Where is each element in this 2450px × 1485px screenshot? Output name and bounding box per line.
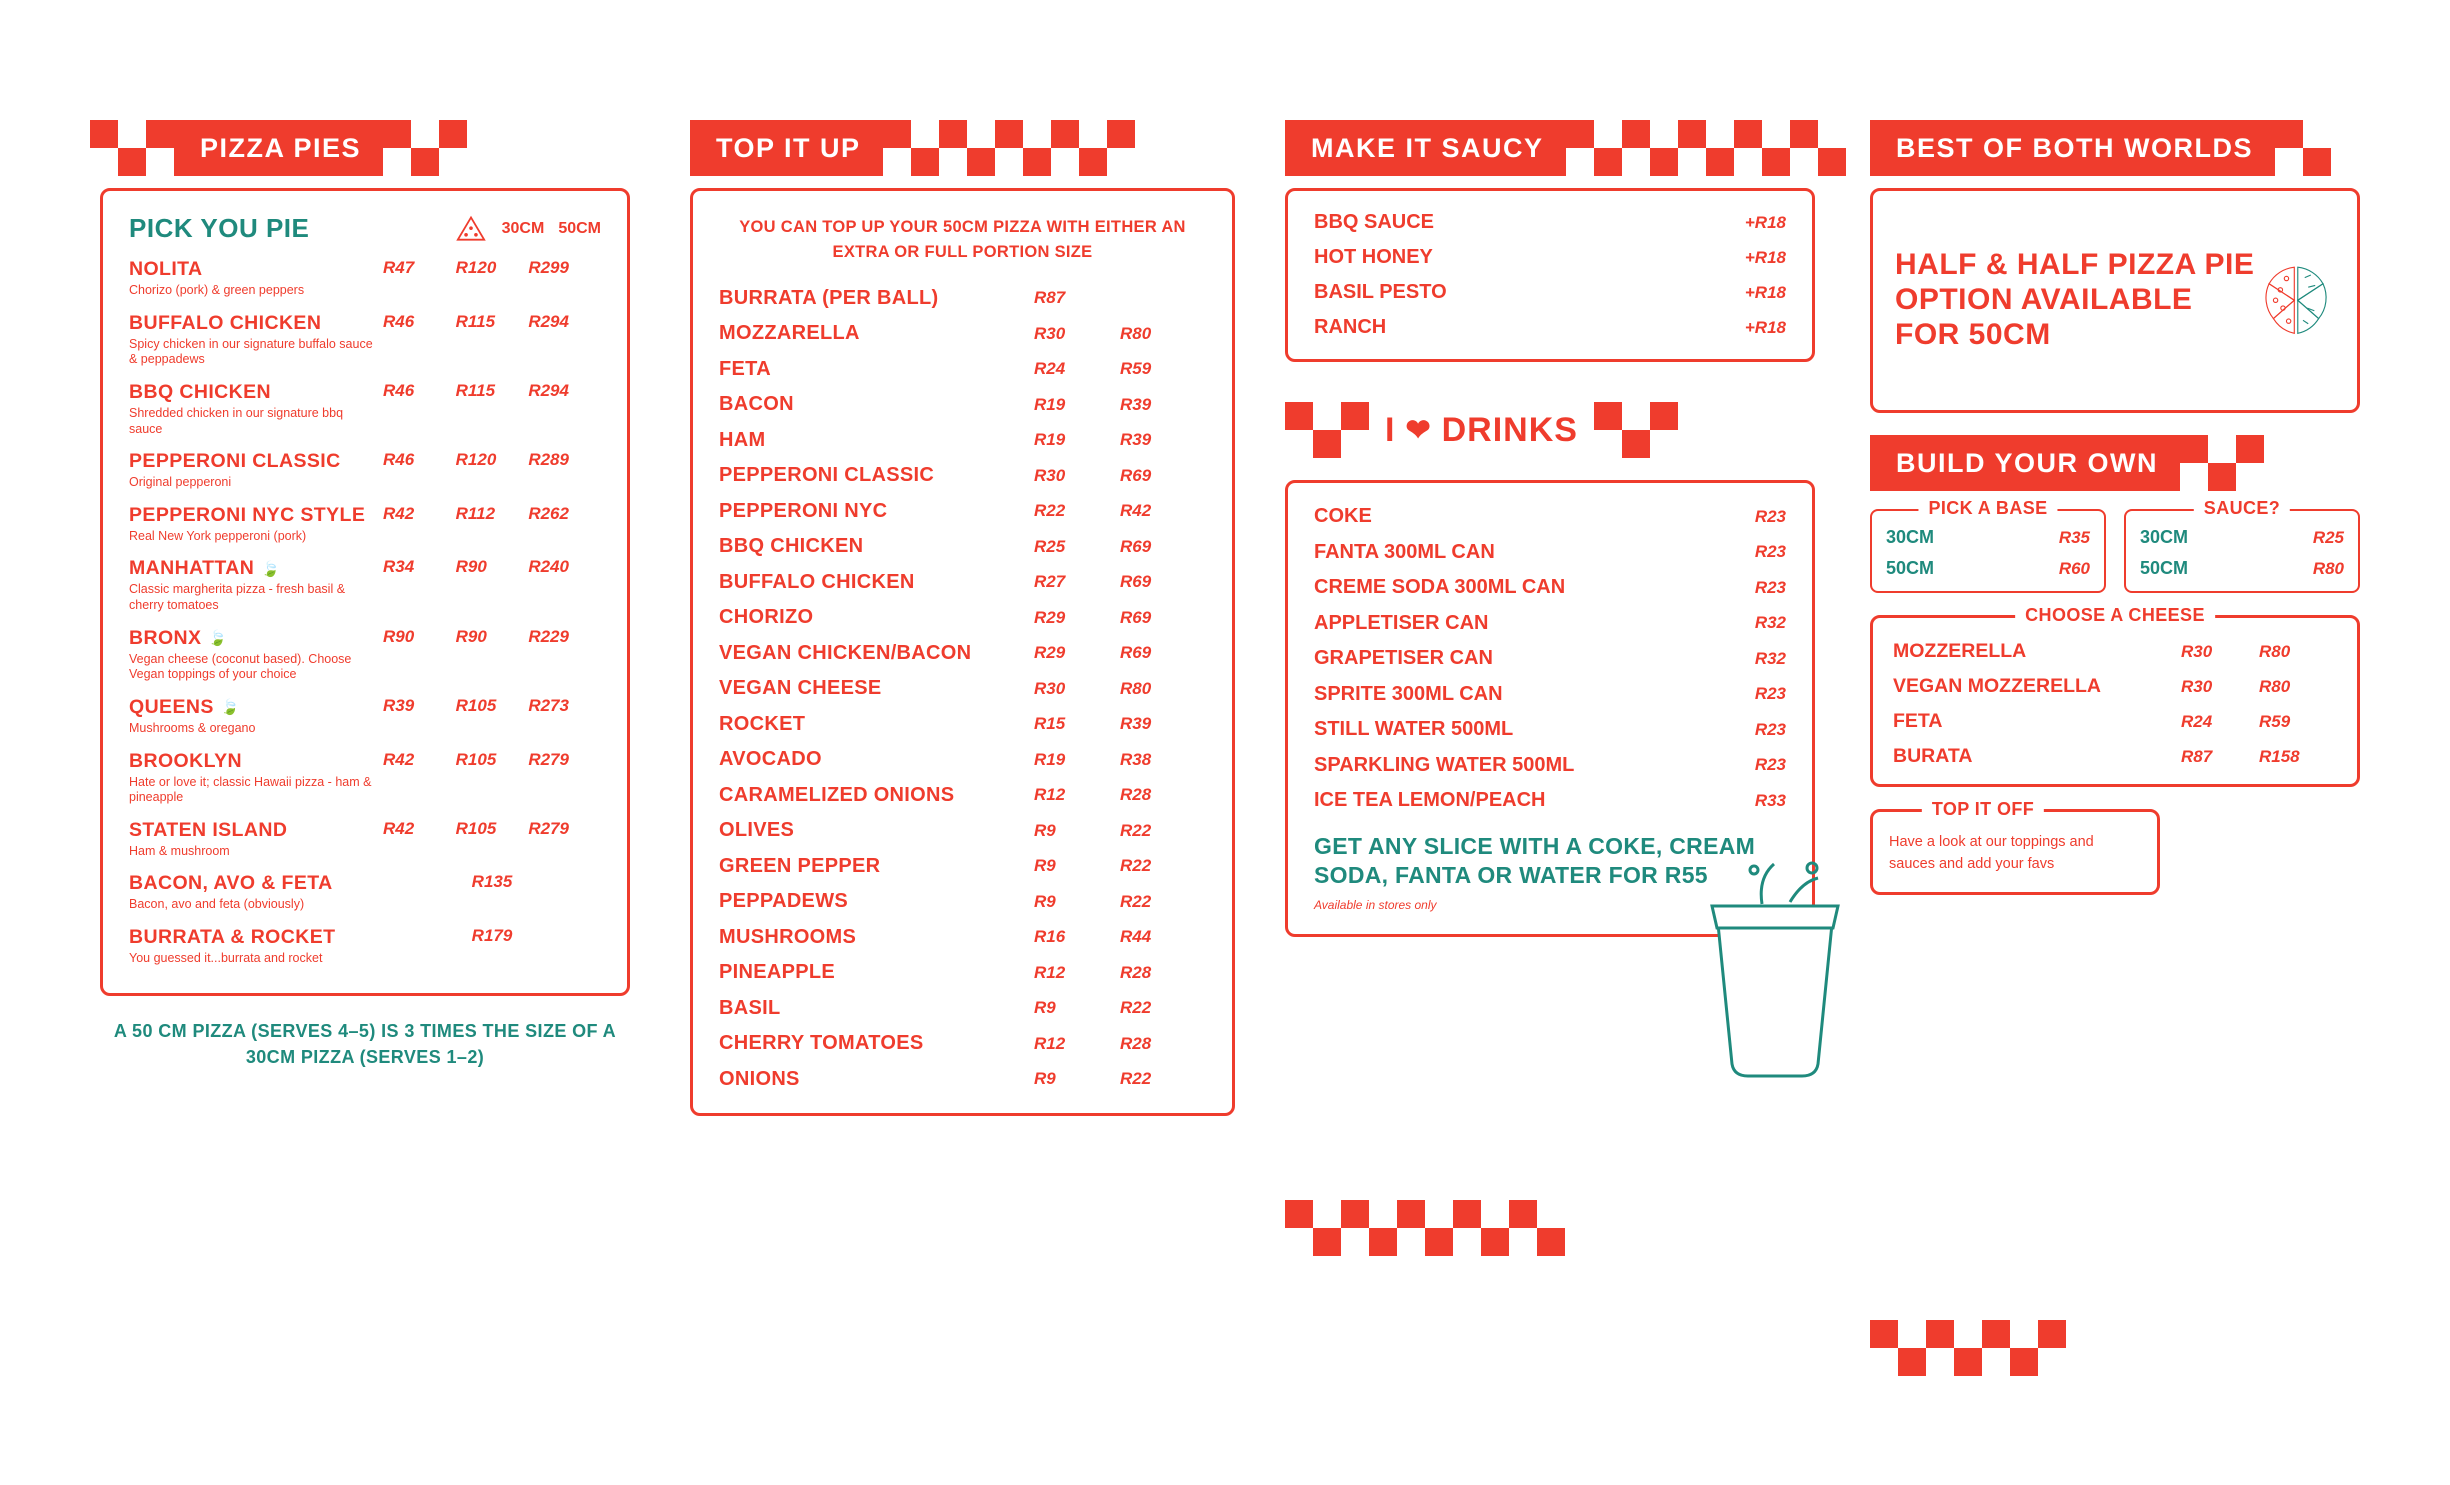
- pizza-price-50: R279: [528, 749, 569, 769]
- checker-bottom-drinks: [1285, 1200, 1565, 1256]
- drink-name: ICE TEA LEMON/PEACH: [1314, 789, 1546, 811]
- choose-a-cheese-card: [1870, 605, 2360, 787]
- sauce-price: +R18: [1744, 212, 1786, 232]
- pizza-price-50: R289: [528, 450, 569, 470]
- pizza-desc: Vegan cheese (coconut based). Choose Vegan toppings of your choice: [129, 651, 352, 682]
- drink-row[interactable]: [1314, 683, 1786, 706]
- pizza-price-slice: R39: [383, 695, 415, 715]
- cheese-row[interactable]: [1893, 710, 2337, 733]
- topping-price-full: R44: [1120, 927, 1152, 946]
- topping-name: GREEN PEPPER: [719, 854, 881, 877]
- pizza-name: BACON, AVO & FETA: [129, 872, 333, 895]
- sauce-name: RANCH: [1314, 316, 1387, 338]
- drink-price: R32: [1754, 648, 1786, 668]
- topping-name: FETA: [719, 357, 771, 380]
- pizza-size-footnote: A 50 CM PIZZA (SERVES 4–5) IS 3 TIMES THE SIZE OF A 30CM PIZZA (SERVES 1–2): [113, 1020, 617, 1067]
- sauce-row[interactable]: [1314, 316, 1786, 339]
- pizza-desc: Shredded chicken in our signature bbq sauce: [129, 405, 344, 436]
- topping-price-full: R28: [1120, 1033, 1152, 1053]
- cheese-row[interactable]: [1893, 640, 2337, 663]
- topping-price-extra: R9: [1034, 820, 1056, 840]
- sauce-price: +R18: [1744, 317, 1786, 337]
- drink-name: CREME SODA 300ML CAN: [1314, 576, 1566, 598]
- pizza-price-30: R115: [455, 380, 496, 400]
- drink-price: R33: [1754, 790, 1786, 810]
- pizza-desc: Original pepperoni: [129, 475, 232, 490]
- half-and-half-card: [1870, 188, 2360, 413]
- topping-row[interactable]: [719, 1068, 1206, 1091]
- pizza-price-50: R294: [528, 311, 569, 331]
- topping-row[interactable]: [719, 1032, 1206, 1055]
- top-it-off-card: [1870, 799, 2160, 895]
- sauce-size: 30CM: [2140, 527, 2189, 547]
- topping-price-extra: R30: [1034, 678, 1066, 698]
- cheese-name: BURATA: [1893, 745, 1973, 767]
- topping-price-full: R39: [1120, 394, 1152, 414]
- pizza-price-30: R90: [455, 557, 487, 577]
- topping-price-full: R80: [1120, 678, 1152, 698]
- pizza-price-50: R273: [528, 695, 569, 715]
- pizza-price-slice: R90: [383, 626, 415, 646]
- cheese-price-50: R158: [2259, 746, 2300, 766]
- pizza-pies-header: [129, 213, 601, 244]
- topping-row[interactable]: [719, 713, 1206, 736]
- top-it-up-note: YOU CAN TOP UP YOUR 50CM PIZZA WITH EITHER AN EXTRA OR FULL PORTION SIZE: [739, 218, 1186, 261]
- topping-price-extra: R12: [1034, 962, 1066, 982]
- topping-price-full: R69: [1120, 643, 1152, 662]
- topping-price-extra: R19: [1034, 394, 1066, 414]
- topping-price-full: R80: [1120, 323, 1152, 343]
- topping-price-full: R22: [1120, 998, 1152, 1017]
- drink-name: SPRITE 300ML CAN: [1314, 682, 1503, 705]
- sauce-name: BASIL PESTO: [1314, 281, 1447, 303]
- checker-right: [1566, 120, 1846, 176]
- pizza-price-slice: R46: [383, 450, 415, 470]
- pizza-price-slice: R46: [383, 311, 415, 331]
- sauce-price: +R18: [1744, 247, 1786, 267]
- topping-name: BUFFALO CHICKEN: [719, 570, 915, 593]
- topping-row[interactable]: [719, 890, 1206, 913]
- topping-name: HAM: [719, 428, 766, 451]
- checker-right: [2180, 435, 2264, 491]
- pizza-desc: Classic margherita pizza - fresh basil & cherry tomatoes: [129, 582, 346, 612]
- topping-row[interactable]: [719, 677, 1206, 700]
- topping-price-full: R22: [1120, 891, 1152, 911]
- pizza-price-30: R120: [455, 450, 497, 470]
- topping-row[interactable]: [719, 500, 1206, 523]
- pizza-price-single: R179: [471, 926, 513, 945]
- pizza-desc: Chorizo (pork) & green peppers: [129, 283, 305, 297]
- pizza-item[interactable]: [129, 750, 601, 806]
- drink-price: R23: [1754, 755, 1786, 774]
- pizza-desc: Real New York pepperoni (pork): [129, 528, 307, 543]
- cheese-price-30: R30: [2181, 641, 2213, 661]
- topping-row[interactable]: [719, 429, 1206, 452]
- topping-price-full: R38: [1120, 749, 1152, 769]
- topping-price-extra: R15: [1034, 714, 1066, 733]
- drink-row[interactable]: [1314, 754, 1786, 777]
- topping-name: CHERRY TOMATOES: [719, 1032, 924, 1054]
- topping-price-extra: R24: [1034, 359, 1066, 378]
- sauce-row[interactable]: [1314, 281, 1786, 304]
- topping-name: VEGAN CHICKEN/BACON: [719, 641, 972, 664]
- choose-a-cheese-legend: CHOOSE A CHEESE: [2015, 605, 2215, 626]
- pizza-price-30: R115: [455, 311, 496, 331]
- topping-price-extra: R12: [1034, 1033, 1066, 1053]
- pizza-slice-icon: [454, 215, 488, 243]
- checker-right: [2275, 120, 2331, 176]
- topping-row[interactable]: [719, 287, 1206, 310]
- pizza-price-50: R240: [528, 557, 569, 577]
- topping-price-extra: R19: [1034, 430, 1066, 449]
- pizza-desc: Mushrooms & oregano: [129, 720, 256, 735]
- vegetarian-leaf-icon: 🍃: [208, 630, 228, 648]
- topping-price-extra: R30: [1034, 323, 1066, 343]
- topping-price-extra: R9: [1034, 891, 1056, 911]
- topping-name: BURRATA (PER BALL): [719, 286, 939, 309]
- topping-price-extra: R29: [1034, 607, 1066, 627]
- topping-row[interactable]: [719, 464, 1206, 487]
- topping-price-extra: R25: [1034, 536, 1066, 556]
- drinks-promo: GET ANY SLICE WITH A COKE, CREAM SODA, FANTA OR WATER FOR R55: [1314, 833, 1756, 888]
- pizza-item[interactable]: [129, 381, 601, 437]
- drink-name: SPARKLING WATER 500ML: [1314, 753, 1575, 776]
- topping-name: AVOCADO: [719, 748, 822, 770]
- checker-bottom-build: [1870, 1320, 2066, 1376]
- banner-title-best-of-both: BEST OF BOTH WORLDS: [1870, 120, 2275, 176]
- cheese-price-30: R24: [2181, 711, 2213, 731]
- topping-name: VEGAN CHEESE: [719, 677, 882, 699]
- topping-row[interactable]: [719, 819, 1206, 842]
- drinks-title: [1385, 411, 1578, 450]
- topping-price-full: R39: [1120, 430, 1152, 449]
- drink-name: APPLETISER CAN: [1314, 611, 1489, 634]
- banner-title-pizza-pies: PIZZA PIES: [174, 120, 383, 176]
- cheese-price-50: R80: [2259, 676, 2291, 696]
- pizza-name: BURRATA & ROCKET: [129, 926, 336, 948]
- drink-row[interactable]: [1314, 647, 1786, 670]
- pizza-item[interactable]: [129, 504, 601, 545]
- base-size: 30CM: [1886, 527, 1935, 547]
- pick-a-base-legend: PICK A BASE: [1918, 498, 2057, 519]
- pizza-price-50: R299: [528, 258, 569, 277]
- topping-name: BBQ CHICKEN: [719, 535, 864, 557]
- pizza-name: BROOKLYN: [129, 749, 242, 772]
- base-row[interactable]: [1886, 527, 2090, 548]
- checker-right: [883, 120, 1135, 176]
- pizza-price-30: R105: [455, 749, 497, 769]
- topping-row[interactable]: [719, 855, 1206, 878]
- pizza-price-slice: R42: [383, 818, 415, 838]
- topping-price-extra: R9: [1034, 1069, 1056, 1088]
- topping-price-full: R69: [1120, 465, 1152, 485]
- pizza-price-30: R90: [455, 626, 487, 646]
- column-pizza-pies: [100, 120, 630, 1070]
- topping-price-extra: R19: [1034, 749, 1066, 769]
- top-it-up-card: [690, 188, 1235, 1116]
- topping-name: ROCKET: [719, 712, 806, 735]
- pizza-name: BRONX: [129, 626, 202, 649]
- pizza-item[interactable]: [129, 557, 601, 613]
- pizza-item[interactable]: [129, 258, 601, 299]
- pizza-item[interactable]: [129, 819, 601, 860]
- pizza-item[interactable]: [129, 312, 601, 368]
- base-price: R60: [2058, 558, 2090, 578]
- drinks-promo-note: Available in stores only: [1314, 897, 1437, 912]
- drink-price: R32: [1754, 613, 1786, 632]
- drinks-card: [1285, 480, 1815, 937]
- topping-name: MUSHROOMS: [719, 925, 857, 948]
- make-it-saucy-card: [1285, 188, 1815, 362]
- pizza-name: PEPPERONI CLASSIC: [129, 450, 341, 473]
- topping-price-full: R22: [1120, 820, 1152, 840]
- drink-row[interactable]: [1314, 541, 1786, 564]
- column-top-it-up: [690, 120, 1235, 1116]
- column-build-your-own: [1870, 120, 2360, 915]
- topping-price-extra: R27: [1034, 572, 1066, 591]
- topping-row[interactable]: [719, 926, 1206, 949]
- top-it-off-text: Have a look at our toppings and sauces and add your favs: [1889, 834, 2094, 872]
- cheese-name: FETA: [1893, 710, 1943, 732]
- drink-name: FANTA 300ML CAN: [1314, 540, 1495, 563]
- topping-row[interactable]: [719, 606, 1206, 629]
- topping-name: PEPPERONI NYC: [719, 499, 888, 522]
- checker-right: [383, 120, 467, 176]
- sauce-size-price: R25: [2312, 527, 2344, 547]
- topping-row[interactable]: [719, 535, 1206, 558]
- topping-price-full: R69: [1120, 536, 1152, 556]
- drink-row[interactable]: [1314, 718, 1786, 741]
- pizza-desc: Spicy chicken in our signature buffalo sauce & peppadews: [129, 336, 373, 367]
- topping-row[interactable]: [719, 784, 1206, 807]
- pizza-item[interactable]: [129, 450, 601, 491]
- banner-title-build-your-own: BUILD YOUR OWN: [1870, 435, 2180, 491]
- cheese-price-50: R59: [2259, 711, 2291, 731]
- size-label-50: 50CM: [558, 219, 601, 237]
- topping-name: BACON: [719, 393, 794, 415]
- base-row[interactable]: [1886, 558, 2090, 579]
- pizza-item[interactable]: [129, 872, 601, 913]
- pizza-price-slice: R47: [383, 258, 415, 277]
- topping-row[interactable]: [719, 358, 1206, 381]
- topping-row[interactable]: [719, 997, 1206, 1020]
- topping-name: PINEAPPLE: [719, 961, 836, 983]
- topping-price-extra: R29: [1034, 643, 1066, 662]
- topping-name: CHORIZO: [719, 606, 814, 628]
- base-price: R35: [2058, 527, 2090, 547]
- sauce-group: [2124, 498, 2360, 593]
- pizza-item[interactable]: [129, 926, 601, 967]
- pizza-price-slice: R46: [383, 380, 415, 400]
- pizza-price-30: R120: [455, 258, 497, 277]
- topping-name: OLIVES: [719, 819, 795, 841]
- pizza-desc: Hate or love it; classic Hawaii pizza - ham & pineapple: [129, 774, 372, 805]
- half-and-half-pizza-illustration: [2256, 208, 2339, 393]
- topping-row[interactable]: [719, 571, 1206, 594]
- pizza-item[interactable]: [129, 627, 601, 683]
- drink-name: STILL WATER 500ML: [1314, 718, 1514, 740]
- cheese-name: MOZZERELLA: [1893, 640, 2027, 662]
- checker-left: [90, 120, 174, 176]
- banner-top-it-up: [690, 120, 1235, 176]
- vegetarian-leaf-icon: 🍃: [220, 699, 240, 717]
- pizza-price-slice: R42: [383, 749, 415, 769]
- sauce-size-row[interactable]: [2140, 527, 2344, 548]
- topping-price-full: R59: [1120, 359, 1152, 378]
- pizza-pies-card: [100, 188, 630, 996]
- size-label-30: 30CM: [501, 219, 545, 237]
- pizza-desc: You guessed it...burrata and rocket: [129, 951, 323, 965]
- pick-a-base-group: [1870, 498, 2106, 593]
- topping-row[interactable]: [719, 961, 1206, 984]
- drink-row[interactable]: [1314, 612, 1786, 635]
- topping-name: PEPPADEWS: [719, 890, 849, 912]
- pizza-price-slice: R34: [383, 557, 415, 577]
- topping-price-full: R22: [1120, 1069, 1152, 1088]
- topping-name: ONIONS: [719, 1067, 800, 1090]
- pizza-price-50: R294: [528, 380, 569, 400]
- pizza-name: MANHATTAN: [129, 557, 255, 580]
- half-and-half-text: HALF & HALF PIZZA PIE OPTION AVAILABLE FOR 50CM: [1895, 248, 2255, 351]
- topping-row[interactable]: [719, 393, 1206, 416]
- pizza-desc: Bacon, avo and feta (obviously): [129, 897, 305, 912]
- topping-price-extra: R16: [1034, 927, 1066, 946]
- sauce-name: HOT HONEY: [1314, 246, 1433, 268]
- sauce-size-row[interactable]: [2140, 558, 2344, 579]
- topping-price-extra: R9: [1034, 998, 1056, 1017]
- pizza-price-slice: R42: [383, 503, 415, 523]
- base-size: 50CM: [1886, 558, 1935, 578]
- pizza-name: STATEN ISLAND: [129, 818, 288, 841]
- sauce-row[interactable]: [1314, 211, 1786, 234]
- pizza-name: BBQ CHICKEN: [129, 380, 271, 403]
- sauce-size-price: R80: [2312, 558, 2344, 578]
- banner-title-top-it-up: TOP IT UP: [690, 120, 883, 176]
- build-your-own-options: [1870, 491, 2360, 915]
- drink-price: R23: [1754, 684, 1786, 703]
- pizza-price-30: R112: [455, 503, 496, 523]
- drink-row[interactable]: [1314, 505, 1786, 528]
- topping-price-full: R28: [1120, 962, 1152, 982]
- drink-row[interactable]: [1314, 789, 1786, 812]
- topping-row[interactable]: [719, 322, 1206, 345]
- drink-price: R23: [1754, 542, 1786, 561]
- drink-name: GRAPETISER CAN: [1314, 647, 1493, 669]
- banner-build-your-own: [1870, 435, 2360, 491]
- topping-row[interactable]: [719, 642, 1206, 665]
- vegetarian-leaf-icon: 🍃: [261, 560, 281, 578]
- topping-price-full: R69: [1120, 607, 1152, 627]
- sauce-row[interactable]: [1314, 246, 1786, 269]
- drink-name: COKE: [1314, 505, 1372, 527]
- pizza-name: BUFFALO CHICKEN: [129, 311, 322, 334]
- topping-price-extra: R9: [1034, 856, 1056, 875]
- size-legend: [454, 215, 601, 243]
- checker-left: [1285, 402, 1369, 458]
- topping-price-extra: R12: [1034, 785, 1066, 804]
- drinks-title-text: DRINKS: [1441, 410, 1578, 449]
- banner-pizza-pies: [90, 120, 630, 176]
- drinks-title-prefix: I: [1385, 410, 1396, 449]
- pizza-item[interactable]: [129, 696, 601, 737]
- topping-price-full: R42: [1120, 501, 1152, 520]
- topping-price-full: R69: [1120, 572, 1152, 591]
- checker-right: [1594, 402, 1678, 458]
- drink-cup-illustration: [1662, 854, 1882, 1084]
- sauce-name: BBQ SAUCE: [1314, 211, 1435, 233]
- pizza-price-30: R105: [455, 818, 497, 838]
- sauce-legend: SAUCE?: [2194, 498, 2290, 519]
- pizza-price-50: R262: [528, 503, 569, 523]
- cheese-price-30: R87: [2181, 746, 2213, 766]
- top-it-off-legend: TOP IT OFF: [1922, 799, 2044, 820]
- banner-best-of-both: [1870, 120, 2360, 176]
- drink-price: R23: [1754, 506, 1786, 526]
- banner-make-it-saucy: [1285, 120, 1815, 176]
- pizza-price-30: R105: [455, 695, 497, 715]
- banner-title-make-it-saucy: MAKE IT SAUCY: [1285, 120, 1566, 176]
- topping-name: PEPPERONI CLASSIC: [719, 464, 935, 486]
- drink-price: R23: [1754, 577, 1786, 597]
- cheese-price-30: R30: [2181, 676, 2213, 696]
- sauce-price: +R18: [1744, 282, 1786, 302]
- topping-price-full: R39: [1120, 714, 1152, 733]
- topping-name: MOZZARELLA: [719, 322, 860, 344]
- pizza-name: PEPPERONI NYC STYLE: [129, 503, 366, 526]
- sauce-size: 50CM: [2140, 558, 2189, 578]
- topping-name: BASIL: [719, 996, 781, 1019]
- topping-price-full: R22: [1120, 856, 1152, 875]
- cheese-name: VEGAN MOZZERELLA: [1893, 675, 2101, 697]
- banner-drinks: [1285, 402, 1815, 458]
- pick-your-pie-heading: PICK YOU PIE: [129, 213, 310, 243]
- topping-price-extra: R22: [1034, 501, 1066, 520]
- drink-row[interactable]: [1314, 576, 1786, 599]
- topping-price-full: R28: [1120, 785, 1152, 804]
- topping-price-extra: R30: [1034, 465, 1066, 485]
- pizza-name: QUEENS: [129, 695, 214, 718]
- topping-name: CARAMELIZED ONIONS: [719, 783, 955, 806]
- pizza-price-50: R279: [528, 818, 569, 838]
- cheese-price-50: R80: [2259, 641, 2291, 661]
- cheese-row[interactable]: [1893, 675, 2337, 698]
- topping-row[interactable]: [719, 748, 1206, 771]
- pizza-name: NOLITA: [129, 258, 203, 280]
- pizza-price-single: R135: [471, 872, 513, 892]
- drink-price: R23: [1754, 719, 1786, 739]
- column-saucy-drinks: [1285, 120, 1815, 937]
- pizza-desc: Ham & mushroom: [129, 843, 230, 858]
- pizza-price-50: R229: [528, 626, 569, 646]
- topping-price-extra: R87: [1034, 288, 1066, 307]
- heart-icon: ❤: [1405, 413, 1432, 447]
- cheese-row[interactable]: [1893, 745, 2337, 768]
